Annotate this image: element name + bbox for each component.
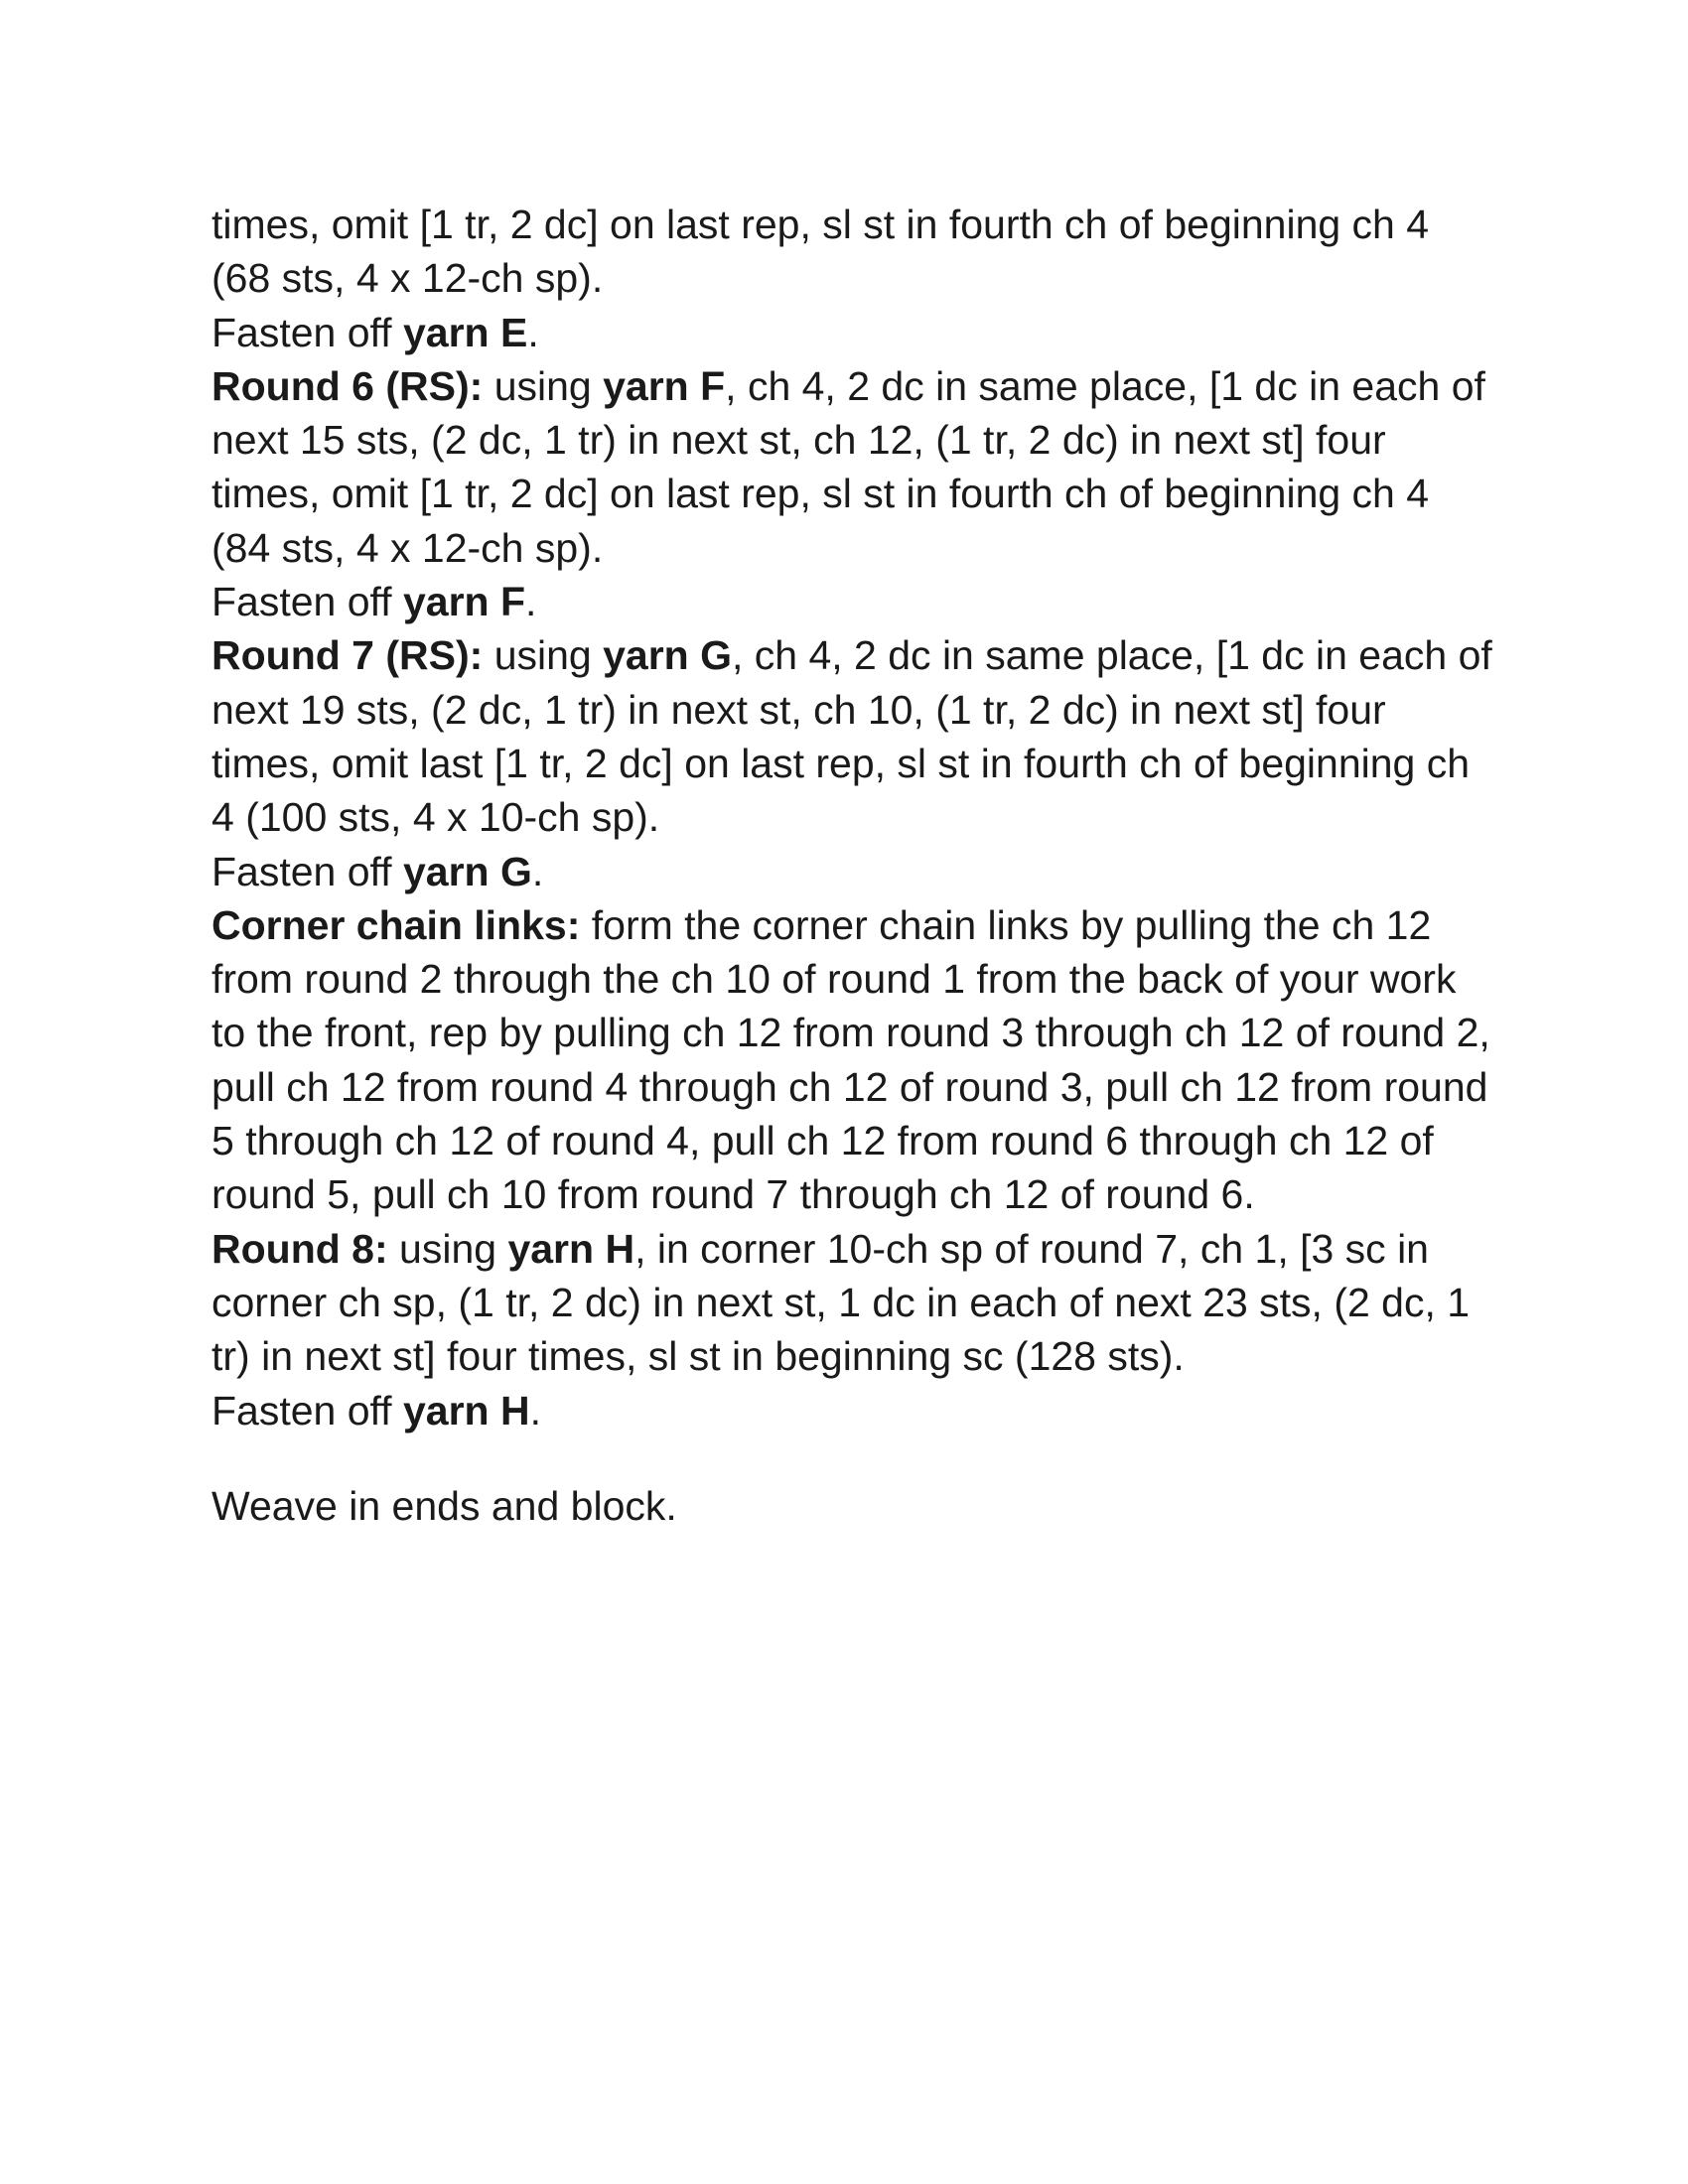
round-label: Round 8: xyxy=(211,1225,388,1272)
fasten-off-yarn-g xyxy=(211,845,1492,898)
yarn-name: yarn F xyxy=(402,579,526,625)
round-6-instructions xyxy=(211,359,1492,575)
section-text: form the corner chain links by pulling the ch 12 from round 2 through the ch 10 of round 1 from the back of your work to the front, rep by pulling ch 12 from round 3 through ch 12 of round 2, pull ch 12 from round 4 through ch 12 of round 3, pull ch 12 from round 5 through ch 12 of round 4, pull ch 12 from round 6 through ch 12 of round 5, pull ch 10 from round 7 through ch 12 of round 6. xyxy=(211,901,1490,1218)
finishing-instructions xyxy=(211,1479,1492,1533)
yarn-name: yarn H xyxy=(402,1387,530,1433)
fasten-suffix: . xyxy=(525,579,537,625)
yarn-name: yarn G xyxy=(603,632,732,679)
section-label: Corner chain links: xyxy=(211,901,581,948)
round-text: , ch 4, 2 dc in same place, [1 dc in each of next 15 sts, (2 dc, 1 tr) in next st, ch 12, (1 tr, 2 dc) in next st] four times, omit [1 tr, 2 dc] on last rep, sl st in fourth ch of beginning ch 4 (84 sts, 4 x 12-ch sp). xyxy=(211,362,1485,571)
round-8-instructions xyxy=(211,1222,1492,1384)
yarn-name: yarn G xyxy=(402,848,532,894)
fasten-off-yarn-f xyxy=(211,575,1492,628)
round-7-instructions xyxy=(211,628,1492,844)
round-5-continuation xyxy=(211,198,1492,306)
round-text: , ch 4, 2 dc in same place, [1 dc in each of next 19 sts, (2 dc, 1 tr) in next st, ch 10, (1 tr, 2 dc) in next st] four times, omit last [1 tr, 2 dc] on last rep, sl st in fourth ch of beginning ch 4 (100 sts, 4 x 10-ch sp). xyxy=(211,632,1492,841)
yarn-name: yarn H xyxy=(507,1225,635,1272)
fasten-off-yarn-h xyxy=(211,1384,1492,1437)
continuation-text: times, omit [1 tr, 2 dc] on last rep, sl st in fourth ch of beginning ch 4 (68 sts, 4 x 12-ch sp). xyxy=(211,202,1430,302)
fasten-suffix: . xyxy=(529,1387,541,1433)
fasten-suffix: . xyxy=(531,848,544,894)
round-pre: using xyxy=(483,362,604,409)
fasten-prefix: Fasten off xyxy=(211,848,403,894)
round-text: , in corner 10-ch sp of round 7, ch 1, [3 sc in corner ch sp, (1 tr, 2 dc) in next st, 1 dc in each of next 23 sts, (2 dc, 1 tr) in next st] four times, sl st in beginning sc (128 sts). xyxy=(211,1225,1471,1380)
round-label: Round 7 (RS): xyxy=(211,632,484,679)
fasten-suffix: . xyxy=(527,309,539,355)
fasten-prefix: Fasten off xyxy=(211,309,403,355)
corner-chain-links-instructions xyxy=(211,898,1492,1222)
pattern-instructions xyxy=(211,198,1492,1533)
yarn-name: yarn F xyxy=(603,362,726,409)
fasten-off-yarn-e xyxy=(211,306,1492,359)
fasten-prefix: Fasten off xyxy=(211,579,403,625)
yarn-name: yarn E xyxy=(402,309,528,355)
fasten-prefix: Fasten off xyxy=(211,1387,403,1433)
round-pre: using xyxy=(483,632,604,679)
round-pre: using xyxy=(387,1225,508,1272)
final-text: Weave in ends and block. xyxy=(211,1482,677,1529)
round-label: Round 6 (RS): xyxy=(211,362,484,409)
